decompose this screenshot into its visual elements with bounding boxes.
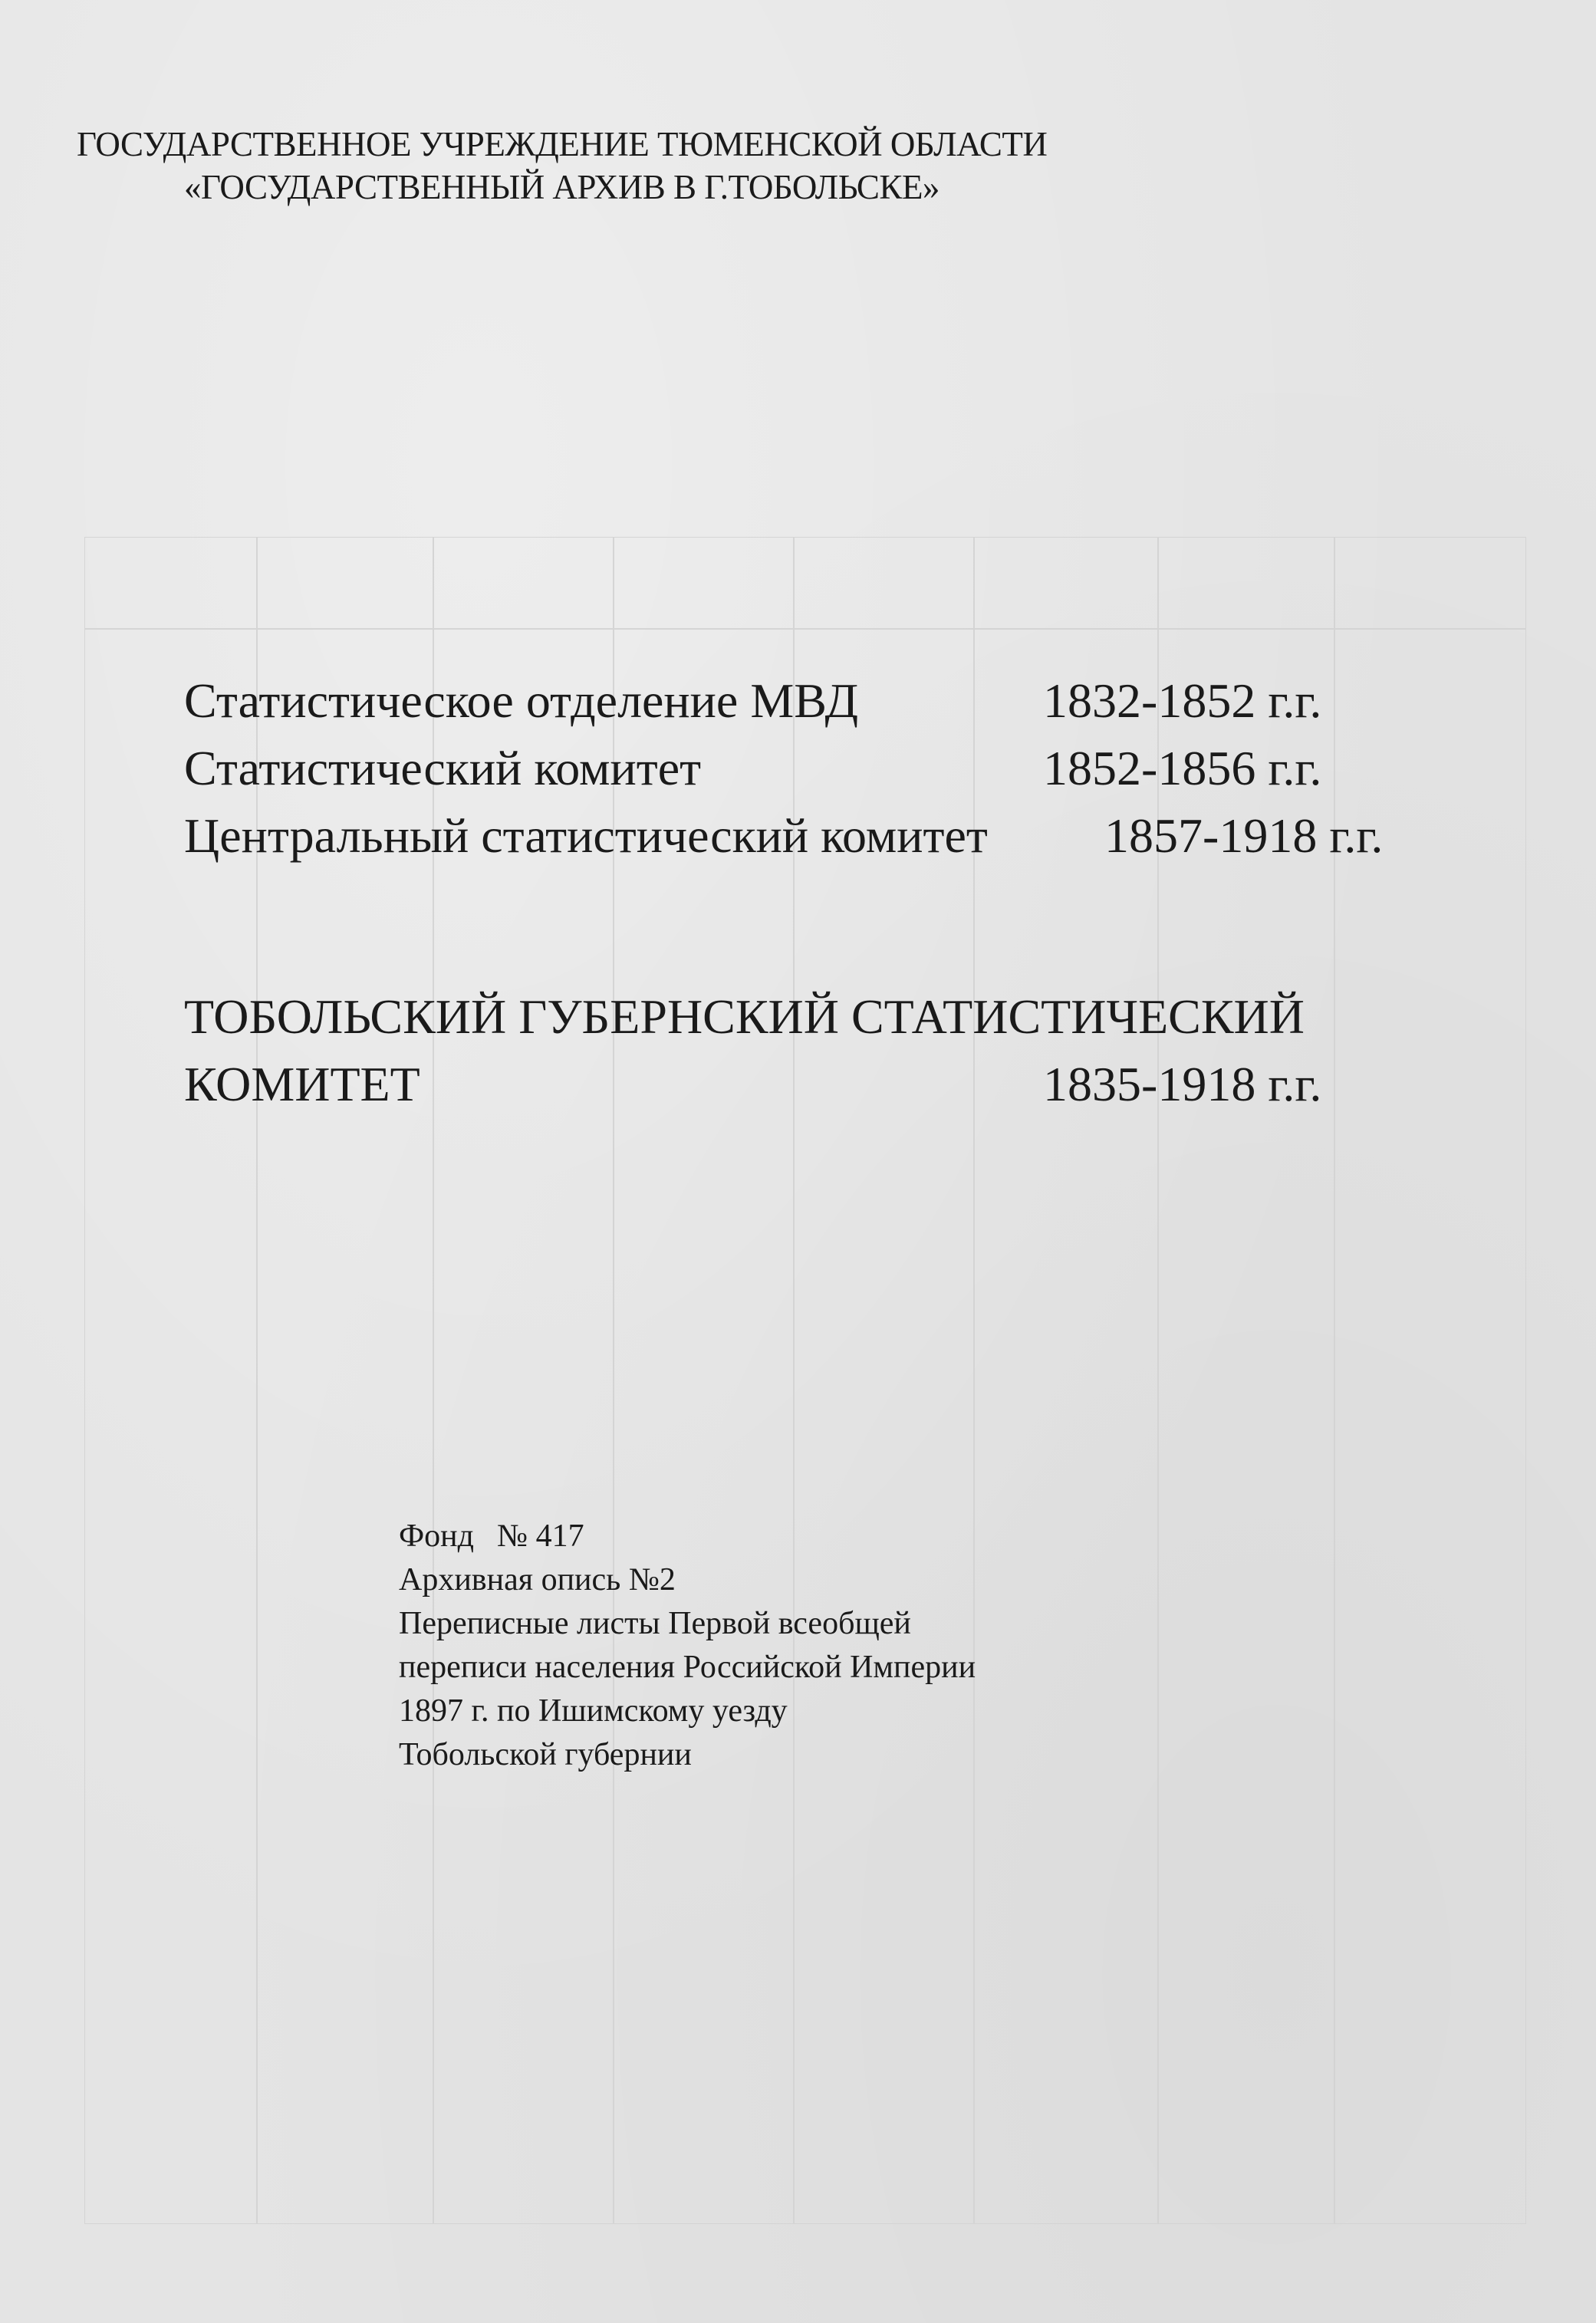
committee-name-line-1: ТОБОЛЬСКИЙ ГУБЕРНСКИЙ СТАТИСТИЧЕСКИЙ xyxy=(184,989,1305,1044)
period-name: Центральный статистический комитет xyxy=(184,808,988,863)
description-line: переписи населения Российской Империи xyxy=(399,1650,976,1685)
description-line: 1897 г. по Ишимскому уезду xyxy=(399,1693,788,1729)
fond-number-line xyxy=(399,1515,976,1558)
fond-block xyxy=(399,1515,976,1777)
archive-header xyxy=(77,123,1047,209)
period-dates: 1857-1918 г.г. xyxy=(1104,808,1384,863)
description-line: Тобольской губернии xyxy=(399,1737,692,1772)
archive-header-line-1: ГОСУДАРСТВЕННОЕ УЧРЕЖДЕНИЕ ТЮМЕНСКОЙ ОБЛАСТИ xyxy=(77,125,1048,163)
period-name: Статистический комитет xyxy=(184,741,702,795)
committee-dates: 1835-1918 г.г. xyxy=(1043,1057,1322,1111)
fond-label: Фонд xyxy=(399,1519,475,1554)
description-line: Переписные листы Первой всеобщей xyxy=(399,1606,911,1641)
inventory-line: Архивная опись №2 xyxy=(399,1562,676,1597)
period-name: Статистическое отделение МВД xyxy=(184,673,859,728)
fond-number: № 417 xyxy=(497,1519,584,1554)
period-dates: 1832-1852 г.г. xyxy=(1043,673,1322,728)
period-dates: 1852-1856 г.г. xyxy=(1043,741,1322,795)
archive-header-line-2: «ГОСУДАРСТВЕННЫЙ АРХИВ В Г.ТОБОЛЬСКЕ» xyxy=(184,168,940,206)
committee-name-line-2: КОМИТЕТ xyxy=(184,1057,420,1111)
